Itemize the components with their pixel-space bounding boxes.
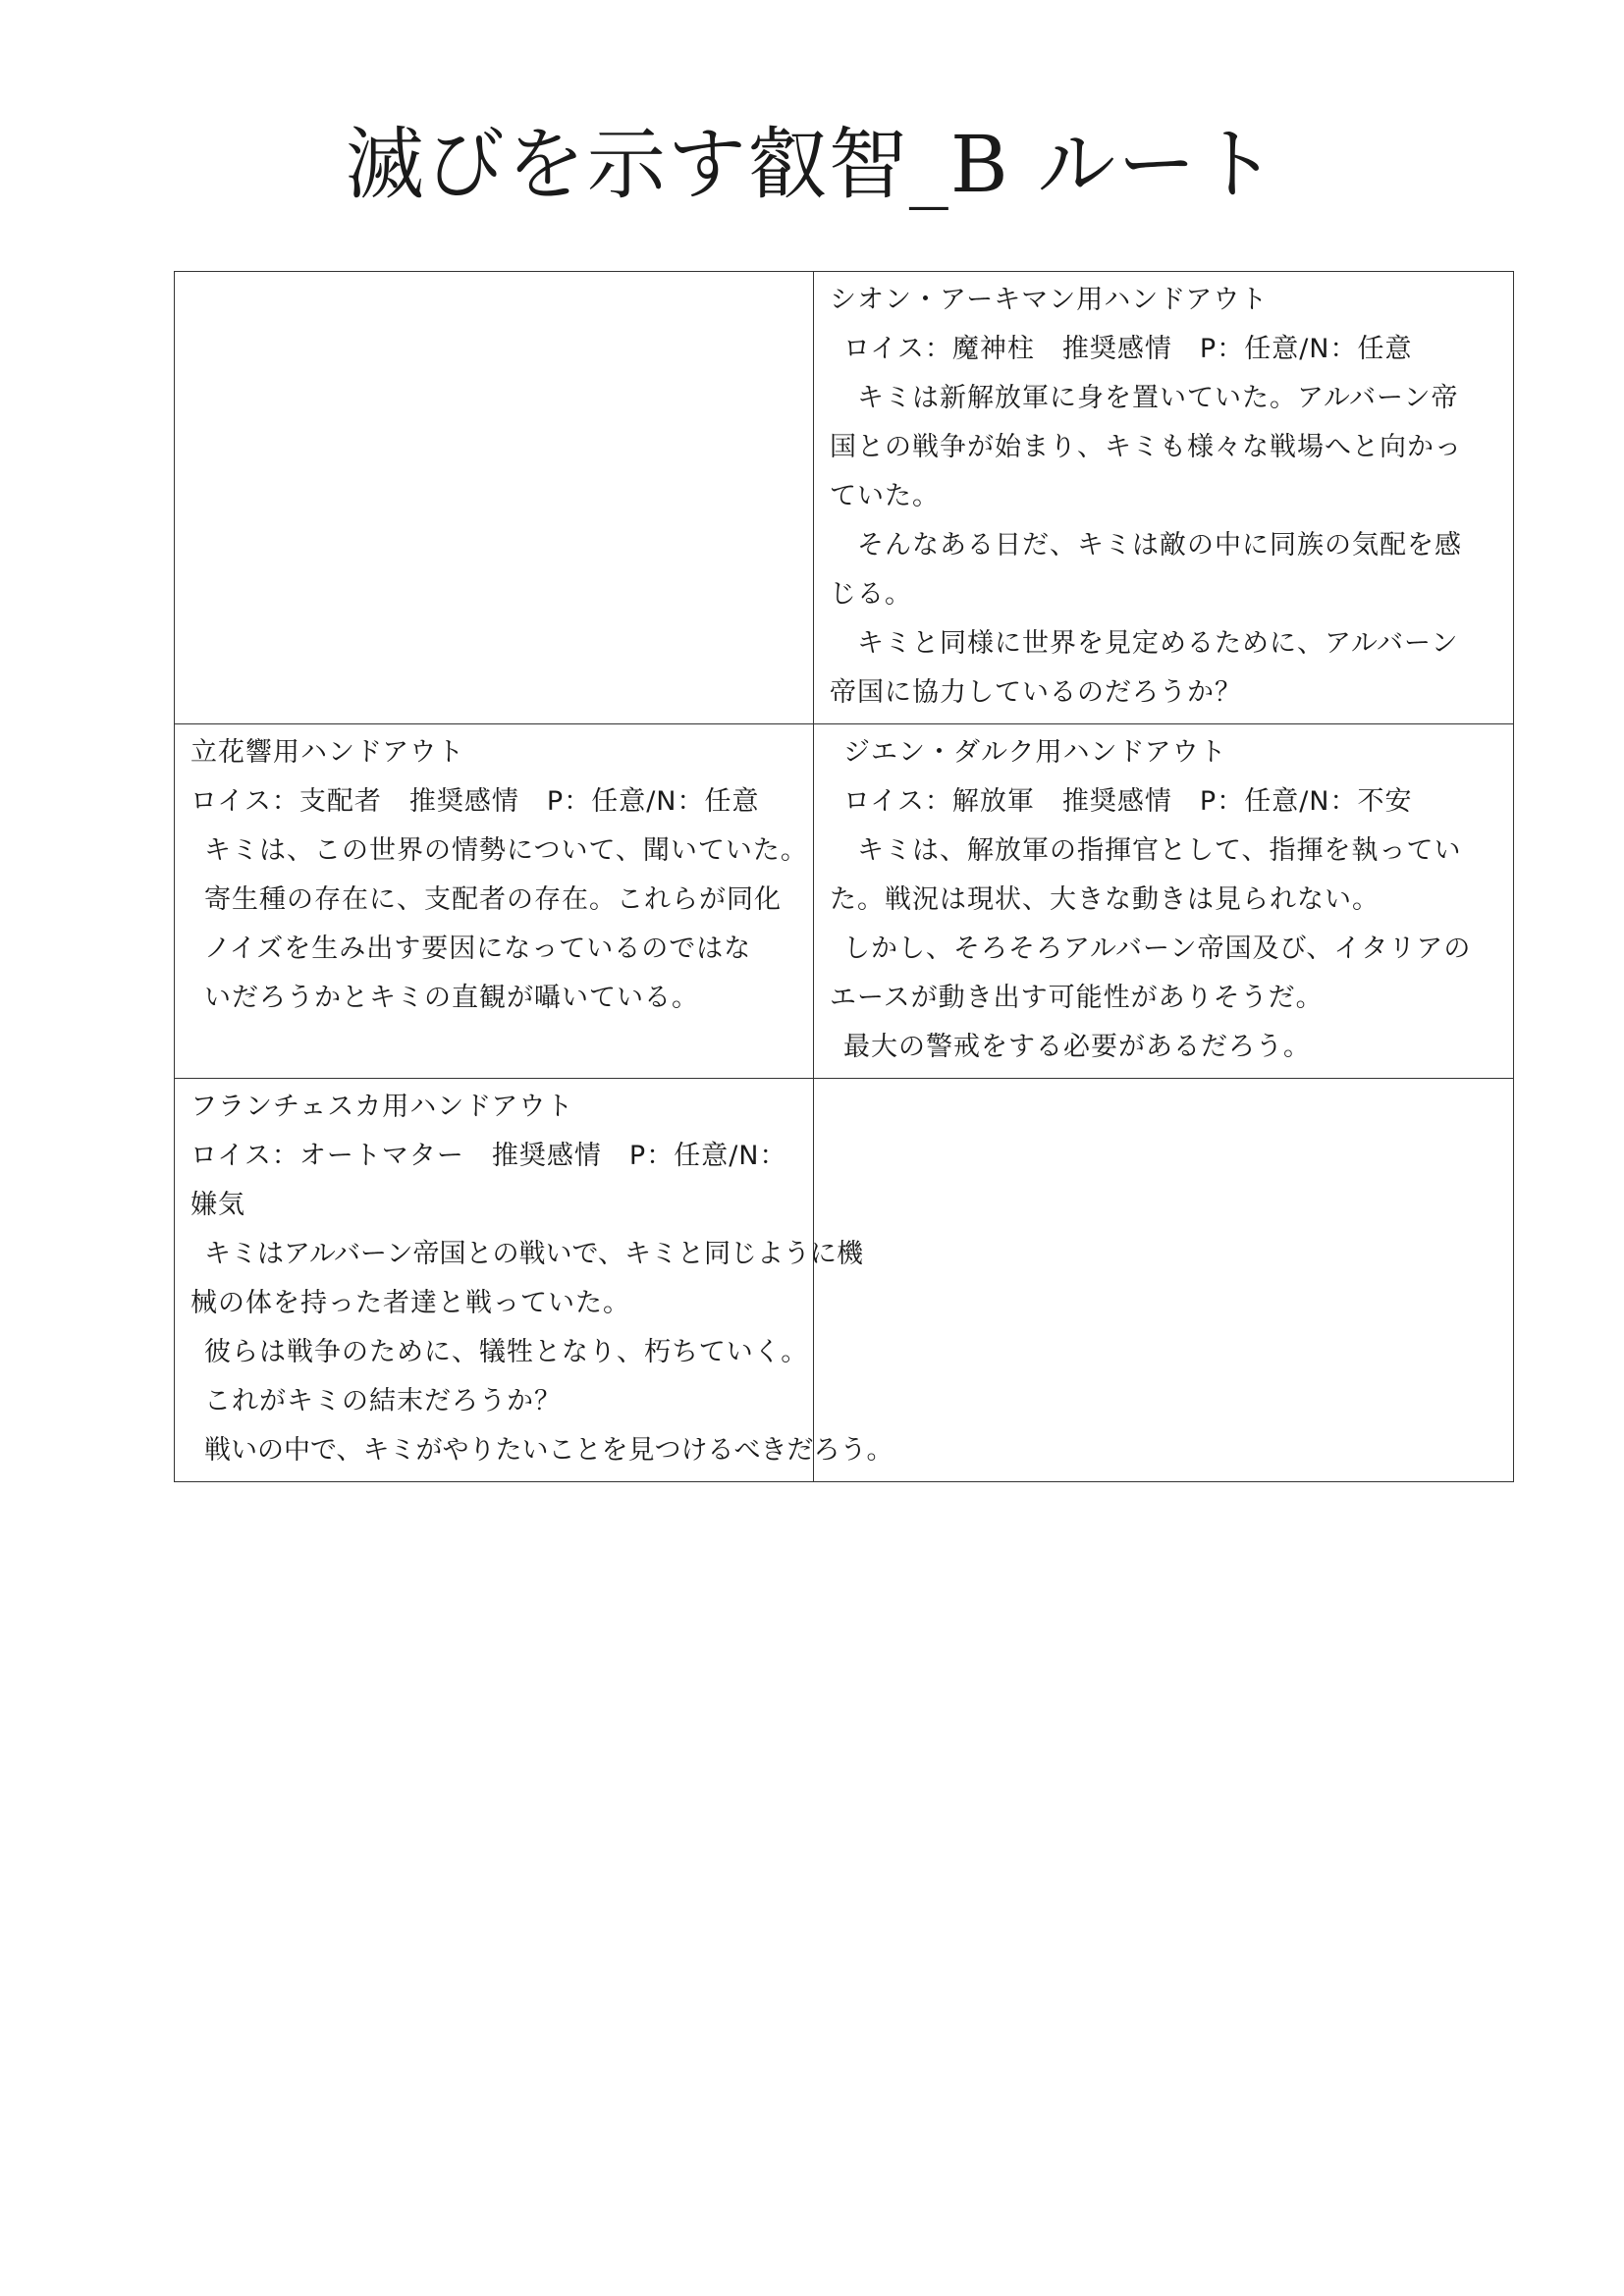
body-line: しかし、そろそろアルバーン帝国及び、イタリアの: [843, 934, 1472, 964]
handout-cell-hibiki: [175, 724, 814, 1079]
handout-table: [174, 271, 1514, 1482]
body-line: エースが動き出す可能性がありそうだ。: [830, 983, 1324, 1013]
handout-cell-jien: [814, 724, 1514, 1079]
body-line: そんなある日だ、キミは敵の中に同族の気配を感: [830, 530, 1462, 561]
body-line: じる。: [830, 579, 912, 610]
handout-heading: 立花響用ハンドアウト: [190, 737, 465, 768]
body-line: 国との戦争が始まり、キミも様々な戦場へと向かっ: [830, 432, 1462, 462]
body-line: これがキミの結末だろうか？: [204, 1386, 562, 1416]
body-line: ノイズを生み出す要因になっているのではな: [204, 934, 752, 964]
handout-heading: フランチェスカ用ハンドアウト: [190, 1092, 574, 1122]
body-line: ていた。: [830, 481, 940, 511]
body-line: キミと同様に世界を見定めるために、アルバーン: [830, 628, 1459, 659]
body-line: キミは新解放軍に身を置いていた。アルバーン帝: [830, 383, 1459, 413]
lois-line: ロイス：魔神柱 推奨感情 P：任意/N：任意: [843, 334, 1413, 364]
handout-cell-sion: [814, 272, 1514, 724]
body-line: 寄生種の存在に、支配者の存在。これらが同化: [204, 884, 782, 915]
handout-heading: シオン・アーキマン用ハンドアウト: [830, 285, 1269, 315]
document-title: 滅びを示す叡智_B ルート: [345, 119, 1279, 210]
body-line: キミはアルバーン帝国との戦いで、キミと同じように機: [204, 1239, 863, 1269]
empty-cell-top-left: [175, 272, 814, 724]
body-line: いだろうかとキミの直観が囁いている。: [204, 983, 699, 1013]
table-row: [175, 724, 1514, 1079]
handout-cell-francesca: [175, 1079, 893, 1482]
lois-line: ロイス：解放軍 推奨感情 P：任意/N：不安: [843, 786, 1413, 817]
table-row: [175, 272, 1514, 724]
body-line: 帝国に協力しているのだろうか？: [830, 677, 1242, 708]
body-line: 最大の警戒をする必要があるだろう。: [843, 1032, 1311, 1062]
body-line: キミは、解放軍の指揮官として、指揮を執ってい: [830, 835, 1462, 866]
body-line: 彼らは戦争のために、犠牲となり、朽ちていく。: [204, 1337, 809, 1367]
handout-heading: ジエン・ダルク用ハンドアウト: [843, 737, 1227, 768]
lois-line: ロイス：支配者 推奨感情 P：任意/N：任意: [190, 786, 760, 817]
lois-line: 嫌気: [190, 1190, 245, 1220]
table-row: [175, 1079, 1514, 1482]
body-line: キミは、この世界の情勢について、聞いていた。: [204, 835, 808, 866]
body-line: 械の体を持った者達と戦っていた。: [190, 1288, 630, 1318]
empty-cell-bottom-right: [814, 1079, 1514, 1482]
body-line: 戦いの中で、キミがやりたいことを見つけるべきだろう。: [204, 1435, 893, 1466]
lois-line: ロイス：オートマター 推奨感情 P：任意/N：: [190, 1141, 787, 1171]
body-line: た。戦況は現状、大きな動きは見られない。: [830, 884, 1380, 915]
